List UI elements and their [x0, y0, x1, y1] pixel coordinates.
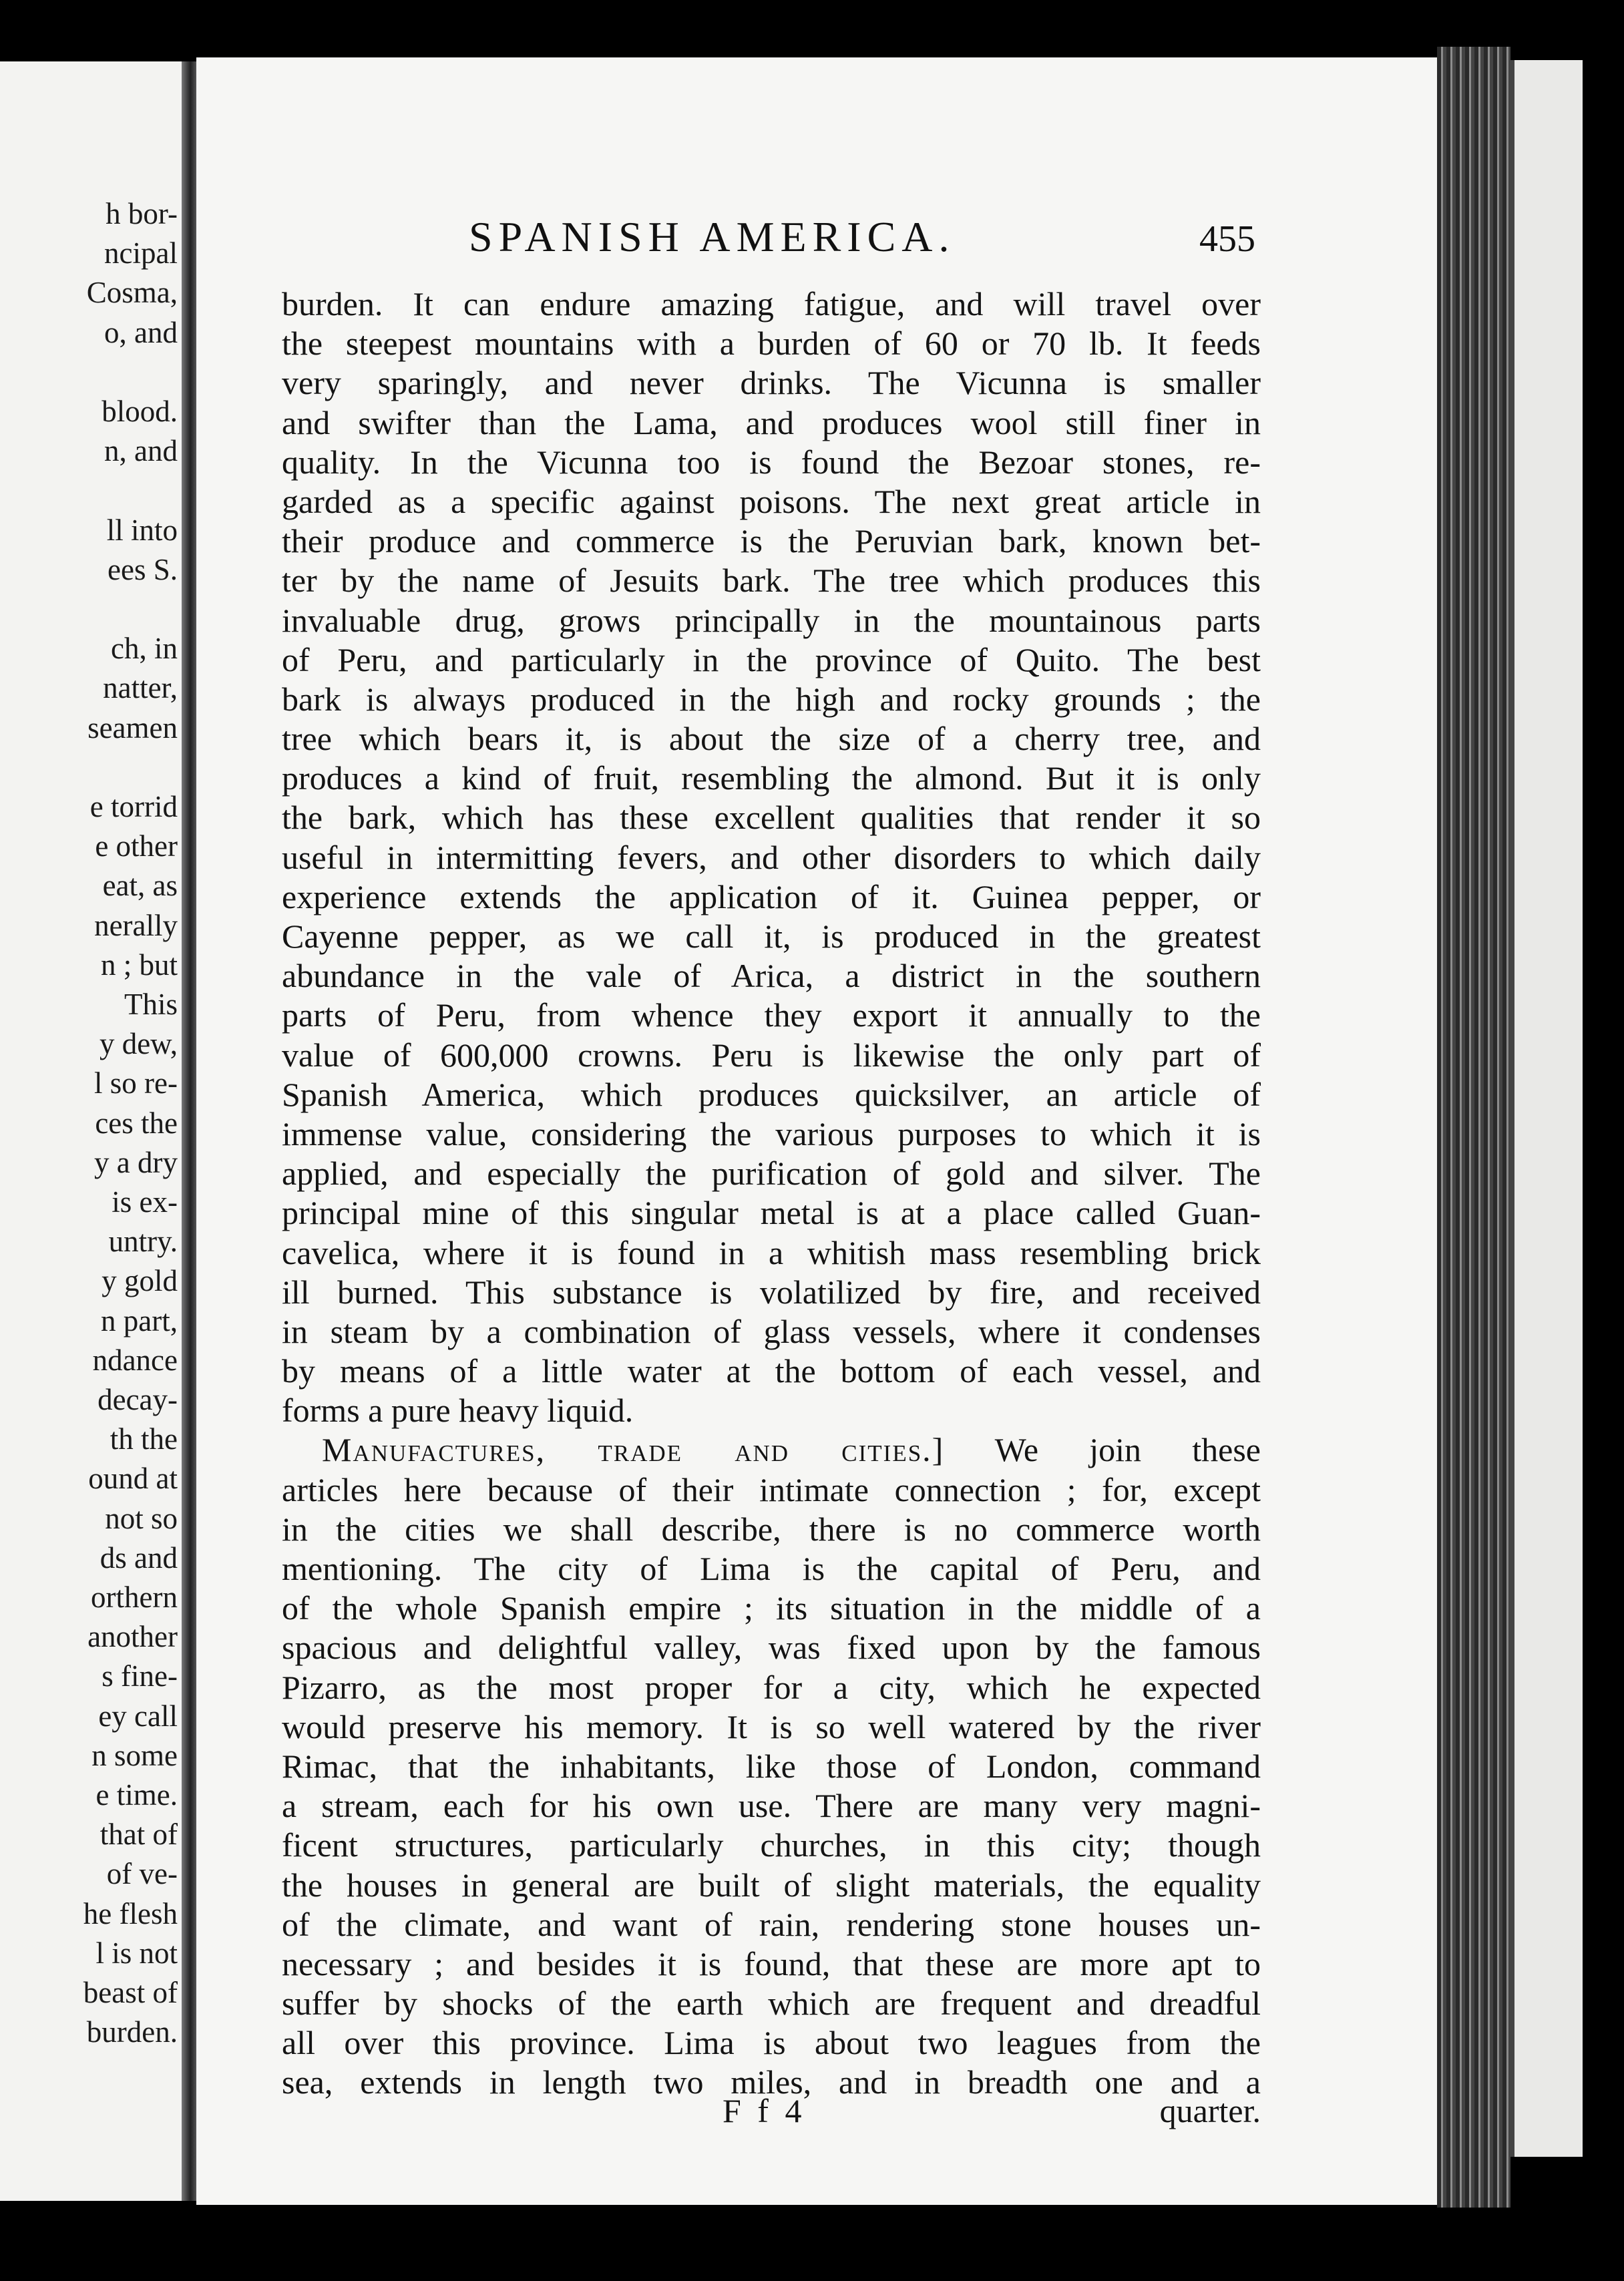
- left-page-fragment: y gold: [102, 1264, 178, 1298]
- left-page-fragment: ll into: [106, 513, 178, 547]
- text-line: Rimac, that the inhabitants, like those of London, command: [282, 1747, 1261, 1785]
- left-page-fragment: ound at: [88, 1462, 178, 1496]
- text-line: the bark, which has these excellent qualities that render it so: [282, 799, 1261, 837]
- text-line: parts of Peru, from whence they export it annually to the: [282, 996, 1261, 1034]
- text-line: articles here because of their intimate connection ; for, except: [282, 1470, 1261, 1508]
- text-line: spacious and delightful valley, was fixed upon by the famous: [282, 1629, 1261, 1667]
- left-page-fragment: he flesh: [83, 1896, 178, 1930]
- text-line: the houses in general are built of slight materials, the equality: [282, 1866, 1261, 1904]
- text-line: sea, extends in length two miles, and in breadth one and a: [282, 2063, 1261, 2101]
- text-line: garded as a specific against poisons. The next great article in: [282, 482, 1261, 520]
- text-line: of the climate, and want of rain, rendering stone houses un-: [282, 1905, 1261, 1943]
- catchword: quarter.: [1159, 2092, 1261, 2129]
- left-page-fragment: n, and: [104, 434, 178, 468]
- text-line: applied, and especially the purification of gold and silver. The: [282, 1155, 1261, 1193]
- left-page-fragment: ey call: [98, 1699, 178, 1733]
- left-page-fragment: l is not: [95, 1936, 178, 1970]
- text-line: would preserve his memory. It is so well watered by the river: [282, 1707, 1261, 1745]
- text-line: Pizarro, as the most proper for a city, which he expected: [282, 1668, 1261, 1706]
- text-line: experience extends the application of it. Guinea pepper, or: [282, 877, 1261, 915]
- left-page-fragment: l so re-: [94, 1066, 178, 1100]
- text-line: cavelica, where it is found in a whitish mass resembling brick: [282, 1233, 1261, 1271]
- left-page-fragment: ncipal: [104, 236, 178, 270]
- left-page-fragment: untry.: [108, 1225, 178, 1259]
- left-page-fragment: ds and: [99, 1540, 178, 1575]
- text-line: the steepest mountains with a burden of 60 or 70 lb. It feeds: [282, 325, 1261, 363]
- left-page-fragment: th the: [110, 1422, 178, 1456]
- left-page-fragment: ndance: [92, 1343, 178, 1377]
- left-page-fragment: o, and: [104, 315, 178, 349]
- text-line: a stream, each for his own use. There are many very magni-: [282, 1787, 1261, 1825]
- book-gutter: [182, 61, 196, 2201]
- left-page-fragment: orthern: [91, 1581, 178, 1614]
- left-page-fragment: s fine-: [102, 1659, 178, 1693]
- text-line: suffer by shocks of the earth which are frequent and dreadful: [282, 1985, 1261, 2023]
- left-page-fragment: seamen: [87, 710, 178, 745]
- text-line: of Peru, and particularly in the province of Quito. The best: [282, 640, 1261, 678]
- text-line: quality. In the Vicunna too is found the Bezoar stones, re-: [282, 443, 1261, 481]
- left-page-fragment: decay-: [97, 1383, 178, 1416]
- left-page-fragment: n some: [91, 1738, 178, 1772]
- left-page-fragment: This: [124, 988, 178, 1021]
- section-heading: Manufactures, trade and cities.]: [322, 1431, 945, 1469]
- text-line: useful in intermitting fevers, and other disorders to which daily: [282, 838, 1261, 876]
- text-line: and swifter than the Lama, and produces wool still finer in: [282, 403, 1261, 441]
- left-page-fragment: ees S.: [108, 552, 178, 586]
- text-line: mentioning. The city of Lima is the capital of Peru, and: [282, 1550, 1261, 1587]
- left-page-fragment: nerally: [94, 908, 178, 942]
- left-page-fragment: ces the: [95, 1106, 178, 1140]
- text-line: immense value, considering the various purposes to which it is: [282, 1114, 1261, 1153]
- text-line: Spanish America, which produces quicksilver, an article of: [282, 1075, 1261, 1113]
- left-page-fragment: is ex-: [112, 1185, 178, 1219]
- left-page-fragment: Cosma,: [86, 276, 178, 310]
- left-page-fragment: h bor-: [106, 197, 178, 230]
- back-cover-edge: [1510, 60, 1583, 2157]
- running-head: SPANISH AMERICA.: [469, 213, 956, 260]
- right-page: [196, 57, 1437, 2205]
- text-line: abundance in the vale of Arica, a district in the southern: [282, 957, 1261, 995]
- left-page-fragment: blood.: [102, 395, 178, 428]
- section-first-line: [282, 1430, 1261, 1470]
- signature-mark: F f 4: [723, 2092, 806, 2129]
- text-line: of the whole Spanish empire ; its situation in the middle of a: [282, 1589, 1261, 1627]
- text-line: in steam by a combination of glass vessels, where it condenses: [282, 1312, 1261, 1350]
- left-page-fragment: natter,: [103, 671, 178, 705]
- text-line: tree which bears it, is about the size of a cherry tree, and: [282, 720, 1261, 758]
- text-line: ter by the name of Jesuits bark. The tree which produces this: [282, 562, 1261, 600]
- section-first-line-text: We join these: [944, 1431, 1261, 1469]
- left-page-fragment: eat, as: [102, 869, 178, 903]
- page-footer: [282, 2091, 1261, 2131]
- text-line: by means of a little water at the bottom of each vessel, and: [282, 1352, 1261, 1390]
- text-line: Cayenne pepper, as we call it, is produced in the greatest: [282, 917, 1261, 955]
- left-page-fragment: not so: [105, 1501, 178, 1535]
- text-line: all over this province. Lima is about two leagues from the: [282, 2024, 1261, 2062]
- left-page-fragment: e other: [95, 829, 178, 863]
- left-page-fragment: e torrid: [89, 790, 178, 823]
- text-line: ficent structures, particularly churches, in this city; though: [282, 1826, 1261, 1864]
- left-facing-page: [0, 61, 182, 2201]
- text-line: ill burned. This substance is volatilized by fire, and received: [282, 1273, 1261, 1311]
- text-line: necessary ; and besides it is found, that these are more apt to: [282, 1944, 1261, 1983]
- text-line: burden. It can endure amazing fatigue, and will travel over: [282, 285, 1261, 323]
- left-page-fragment: n part,: [101, 1303, 178, 1337]
- text-line: value of 600,000 crowns. Peru is likewise the only part of: [282, 1036, 1261, 1074]
- text-line: forms a pure heavy liquid.: [282, 1392, 634, 1430]
- left-page-fragment: e time.: [95, 1778, 178, 1812]
- left-page-fragment: burden.: [86, 2015, 178, 2049]
- text-line: invaluable drug, grows principally in the mountainous parts: [282, 601, 1261, 639]
- text-line: their produce and commerce is the Peruvian bark, known bet-: [282, 522, 1261, 560]
- text-line: produces a kind of fruit, resembling the almond. But it is only: [282, 759, 1261, 797]
- left-page-fragment: that of: [99, 1818, 178, 1852]
- left-page-fragment: y dew,: [99, 1027, 178, 1061]
- body-text: [282, 284, 1261, 2103]
- page-edges: [1437, 47, 1510, 2208]
- left-page-fragment: ch, in: [111, 632, 178, 666]
- left-page-fragment: n ; but: [100, 948, 178, 982]
- left-page-fragment: another: [87, 1620, 178, 1654]
- page-number: 455: [1199, 218, 1255, 260]
- text-line: principal mine of this singular metal is at a place called Guan-: [282, 1194, 1261, 1232]
- text-line: bark is always produced in the high and rocky grounds ; the: [282, 680, 1261, 718]
- left-page-fragment: beast of: [83, 1976, 178, 2009]
- text-line: in the cities we shall describe, there is no commerce worth: [282, 1510, 1261, 1548]
- text-line: very sparingly, and never drinks. The Vicunna is smaller: [282, 364, 1261, 402]
- left-page-fragment: y a dry: [94, 1145, 178, 1179]
- left-page-fragment: of ve-: [106, 1857, 178, 1891]
